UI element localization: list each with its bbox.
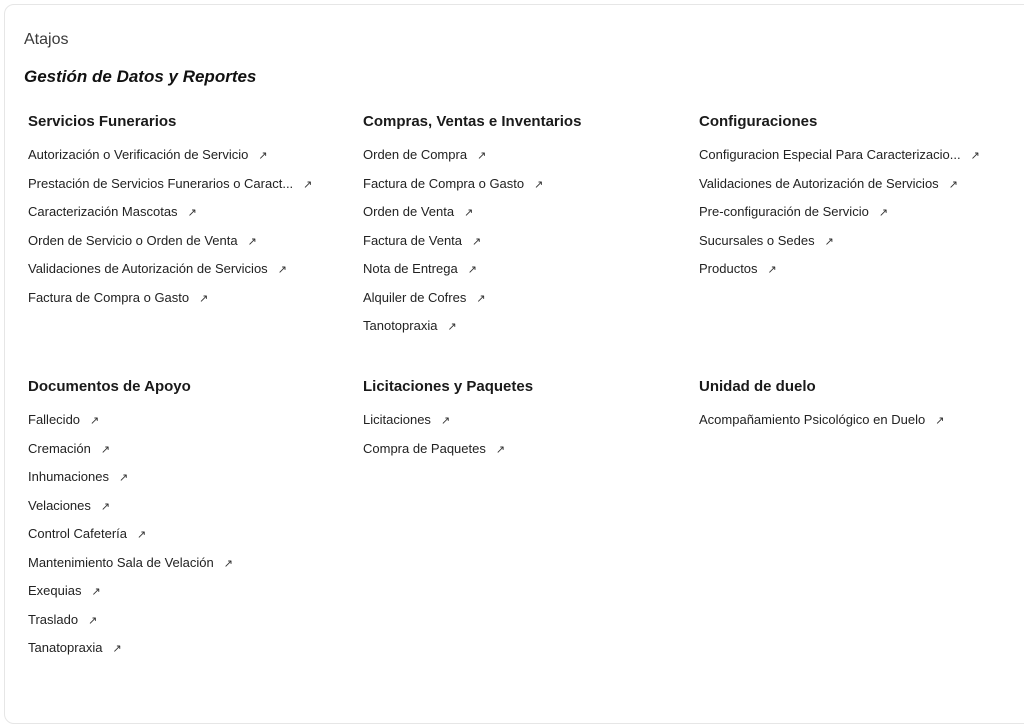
external-arrow-icon: ↗	[440, 415, 451, 427]
section-title: Licitaciones y Paquetes	[363, 378, 534, 395]
section-title: Servicios Funerarios	[28, 113, 177, 130]
external-arrow-icon: ↗	[100, 500, 111, 513]
shortcut-link[interactable]	[28, 526, 328, 555]
shortcut-link[interactable]	[28, 555, 328, 584]
section-documentos-de-apoyo	[28, 377, 328, 669]
section-title: Unidad de duelo	[699, 378, 816, 395]
external-arrow-icon: ↗	[970, 150, 980, 162]
external-arrow-icon: ↗	[277, 264, 287, 276]
shortcut-link[interactable]	[363, 147, 663, 176]
shortcut-link[interactable]	[28, 290, 328, 319]
shortcut-link[interactable]	[699, 176, 999, 205]
shortcut-link-label: Orden de Servicio o Orden de Venta	[28, 232, 238, 248]
external-arrow-icon: ↗	[88, 614, 98, 627]
external-arrow-icon: ↗	[100, 443, 111, 456]
external-arrow-icon: ↗	[935, 415, 945, 427]
shortcut-link[interactable]	[363, 441, 663, 470]
external-arrow-icon: ↗	[90, 415, 100, 427]
external-arrow-icon: ↗	[948, 178, 958, 191]
section-title: Compras, Ventas e Inventarios	[363, 113, 582, 130]
shortcut-link[interactable]	[699, 412, 999, 441]
shortcut-link-label: Autorización o Verificación de Servicio	[28, 147, 249, 162]
shortcut-link-label: Configuracion Especial Para Caracterizacio...	[699, 147, 961, 162]
external-arrow-icon: ↗	[495, 443, 506, 456]
shortcut-link-label: Pre-configuración de Servicio	[699, 204, 869, 219]
shortcut-link[interactable]	[28, 147, 328, 176]
shortcut-link[interactable]	[28, 498, 328, 527]
external-arrow-icon: ↗	[467, 264, 477, 276]
shortcut-link-label: Tanotopraxia	[363, 318, 438, 333]
section-unidad-de-duelo	[699, 377, 999, 441]
shortcut-link-label: Orden de Compra	[363, 147, 468, 162]
shortcut-link[interactable]	[28, 261, 328, 290]
shortcut-link[interactable]	[28, 204, 328, 233]
section-licitaciones-y-paquetes	[363, 377, 663, 469]
shortcut-link[interactable]	[699, 147, 999, 176]
external-arrow-icon: ↗	[878, 207, 889, 219]
shortcut-link-label: Fallecido	[28, 412, 81, 427]
shortcut-link-label: Exequias	[28, 583, 82, 598]
external-arrow-icon: ↗	[767, 264, 777, 276]
external-arrow-icon: ↗	[447, 321, 457, 333]
shortcut-link[interactable]	[28, 176, 328, 205]
shortcut-link-label: Validaciones de Autorización de Servicios	[28, 261, 268, 276]
shortcut-link-label: Velaciones	[28, 497, 91, 513]
shortcut-link[interactable]	[363, 318, 663, 347]
shortcut-link-label: Nota de Entrega	[363, 261, 458, 276]
shortcut-link-label: Compra de Paquetes	[363, 440, 486, 456]
shortcut-link-label: Control Cafetería	[28, 526, 127, 541]
shortcut-link-label: Traslado	[28, 611, 79, 627]
shortcut-link-label: Cremación	[28, 440, 91, 456]
section-servicios-funerarios	[28, 112, 328, 318]
external-arrow-icon: ↗	[223, 557, 233, 570]
shortcut-link[interactable]	[28, 469, 328, 498]
shortcut-link-label: Acompañamiento Psicológico en Duelo	[699, 412, 926, 427]
shortcut-link[interactable]	[363, 290, 663, 319]
shortcut-link-label: Factura de Venta	[363, 232, 463, 248]
shortcut-link-label: Validaciones de Autorización de Servicios	[699, 175, 939, 191]
shortcut-link[interactable]	[363, 204, 663, 233]
shortcut-link[interactable]	[363, 233, 663, 262]
shortcut-link-label: Mantenimiento Sala de Velación	[28, 554, 214, 570]
external-arrow-icon: ↗	[824, 235, 834, 248]
section-title: Configuraciones	[699, 113, 818, 130]
external-arrow-icon: ↗	[303, 178, 313, 191]
external-arrow-icon: ↗	[477, 150, 487, 162]
external-arrow-icon: ↗	[476, 292, 486, 305]
shortcut-link-label: Tanatopraxia	[28, 640, 103, 655]
section-configuraciones	[699, 112, 999, 290]
shortcut-link-label: Factura de Compra o Gasto	[363, 175, 525, 191]
shortcuts-label: Atajos	[24, 31, 69, 48]
external-arrow-icon: ↗	[258, 150, 268, 162]
shortcut-link-label: Licitaciones	[363, 412, 431, 427]
shortcut-link-label: Alquiler de Cofres	[363, 289, 467, 305]
shortcut-link[interactable]	[363, 412, 663, 441]
shortcut-link[interactable]	[28, 233, 328, 262]
external-arrow-icon: ↗	[247, 235, 257, 248]
shortcut-link[interactable]	[28, 640, 328, 669]
shortcut-link-label: Prestación de Servicios Funerarios o Caract...	[28, 175, 294, 191]
shortcut-link[interactable]	[28, 441, 328, 470]
shortcut-link-label: Productos	[699, 261, 758, 276]
shortcut-link[interactable]	[699, 204, 999, 233]
shortcut-link[interactable]	[28, 583, 328, 612]
external-arrow-icon: ↗	[118, 472, 129, 484]
shortcut-link-label: Inhumaciones	[28, 469, 109, 484]
external-arrow-icon: ↗	[187, 207, 197, 219]
shortcut-link-label: Sucursales o Sedes	[699, 232, 815, 248]
external-arrow-icon: ↗	[199, 292, 209, 305]
shortcut-link-label: Factura de Compra o Gasto	[28, 289, 190, 305]
section-title: Documentos de Apoyo	[28, 378, 191, 395]
external-arrow-icon: ↗	[464, 207, 474, 219]
section-compras-ventas-inventarios	[363, 112, 663, 347]
shortcut-link[interactable]	[28, 612, 328, 641]
shortcut-link-label: Caracterización Mascotas	[28, 204, 178, 219]
external-arrow-icon: ↗	[534, 178, 544, 191]
shortcut-link[interactable]	[699, 233, 999, 262]
external-arrow-icon: ↗	[91, 586, 101, 598]
external-arrow-icon: ↗	[137, 529, 147, 541]
shortcut-link[interactable]	[699, 261, 999, 290]
shortcut-link-label: Orden de Venta	[363, 204, 455, 219]
shortcut-link[interactable]	[363, 261, 663, 290]
external-arrow-icon: ↗	[112, 643, 122, 655]
shortcut-link[interactable]	[363, 176, 663, 205]
external-arrow-icon: ↗	[472, 235, 482, 248]
shortcut-link[interactable]	[28, 412, 328, 441]
page-title: Gestión de Datos y Reportes	[24, 67, 257, 86]
